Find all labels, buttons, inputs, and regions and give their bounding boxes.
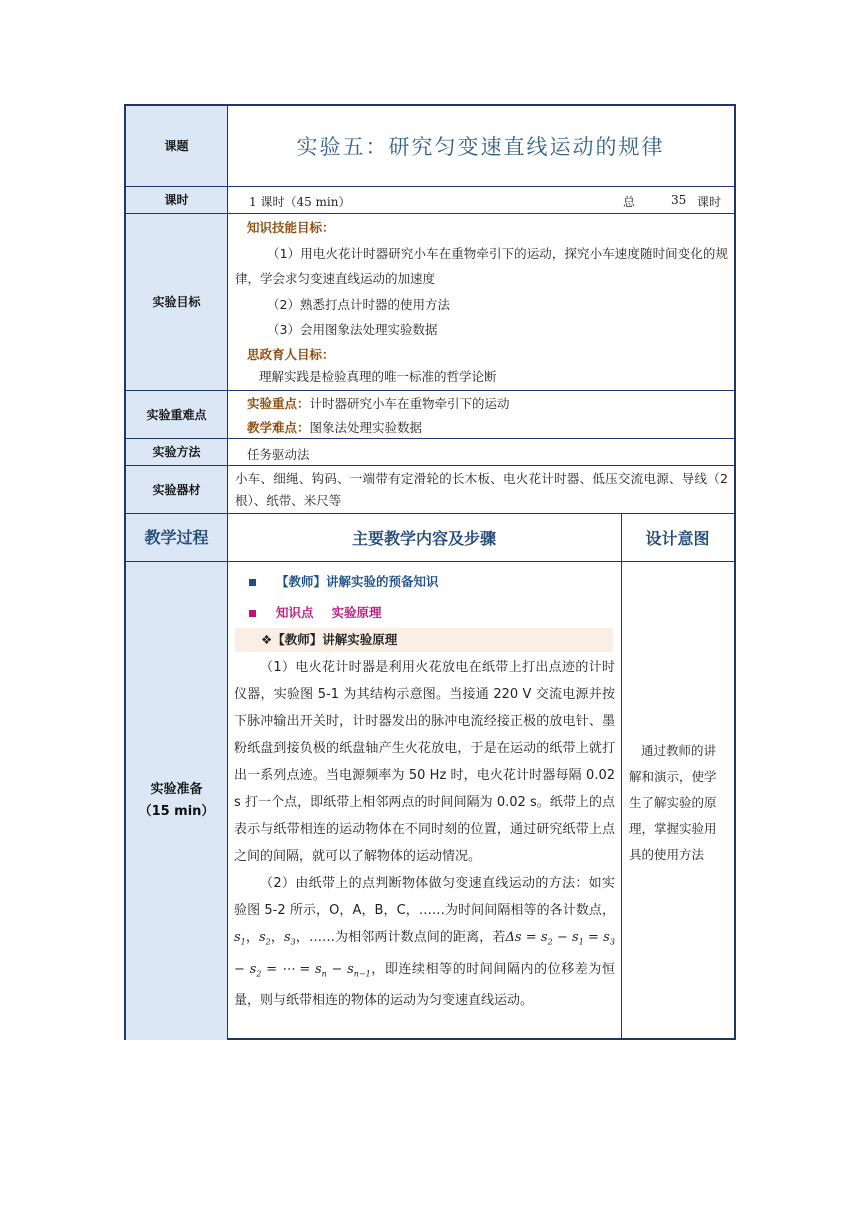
total-label: 总 xyxy=(623,195,636,209)
row-goals xyxy=(126,214,734,391)
square-bullet-icon xyxy=(249,579,256,586)
label-topic: 课题 xyxy=(126,106,228,186)
total-number: 35 xyxy=(671,193,687,207)
knowledge-heading: 知识技能目标： xyxy=(247,220,335,235)
preparation-time: （15 min） xyxy=(138,804,215,819)
ideology-text: 理解实践是检验真理的唯一标准的哲学论断 xyxy=(259,369,497,384)
lesson-plan-table xyxy=(124,104,736,1040)
key-point-label: 实验重点： xyxy=(247,396,310,411)
row-preparation xyxy=(126,562,734,1040)
paragraph-principle-2: （2）由纸带上的点判断物体做匀变速直线运动的方法：如实验图 5-2 所示，O，A，B，C，……为时间间隔相等的各计数点，$s_1$，$s_2$，$s_3$，……为相邻两计数点间的距离，若$\Delta s = s_2 - s_1 = s_3 - s_2$ = ⋯ = $s_n - s_{n-1}$，即连续相等的时间间隔内的位移差为恒量，则与纸带相连的物体的运动为匀变速直线运动。 xyxy=(234,876,615,1009)
square-bullet-icon xyxy=(249,610,256,617)
row-topic xyxy=(126,106,734,187)
label-preparation xyxy=(126,562,228,1040)
label-hours: 课时 xyxy=(126,187,228,213)
header-intent: 设计意图 xyxy=(645,529,710,548)
preparation-label: 实验准备 xyxy=(150,782,203,797)
difficult-point-label: 教学难点： xyxy=(247,420,310,435)
method-value: 任务驱动法 xyxy=(247,447,310,462)
label-equipment: 实验器材 xyxy=(126,466,228,513)
paragraph-principle-1: （1）电火花计时器是利用火花放电在纸带上打出点迹的计时仪器，实验图 5-1 为其结构示意图。当接通 220 V 交流电源并按下脉冲输出开关时，计时器发出的脉冲电流经接正极的放电针、墨粉纸盘到接负极的纸盘轴产生火花放电，于是在运动的纸带上就打出一系列点迹。当电源频率为 50 Hz 时，电火花计时器每隔 0.02 s 打一个点，即纸带上相邻两点的时间间隔为 0.02 s。纸带上的点表示与纸带相连的运动物体在不同时刻的位置，通过研究纸带上点之间的间隔，就可以了解物体的运动情况。 xyxy=(234,660,615,864)
lesson-title: 实验五：研究匀变速直线运动的规律 xyxy=(296,135,665,159)
difficult-point-text: 图象法处理实验数据 xyxy=(309,420,423,435)
row-section-header xyxy=(126,514,734,562)
formula: $\Delta s = s_2 - s_1 = s_3 - s_2$ = ⋯ = $s_n - s_{n-1}$ xyxy=(234,930,615,979)
key-point-text: 计时器研究小车在重物牵引下的运动 xyxy=(309,396,510,411)
shaded-subheading: ❖【教师】讲解实验原理 xyxy=(235,628,613,652)
ideology-heading: 思政育人目标： xyxy=(247,347,335,362)
goal-item-1: （1）用电火花计时器研究小车在重物牵引下的运动，探究小车速度随时间变化的规律，学会求匀变速直线运动的加速度 xyxy=(235,246,728,286)
bullet-knowledge-point: 知识点 实验原理 xyxy=(249,603,382,621)
bullet-teacher-prep: 【教师】讲解实验的预备知识 xyxy=(249,572,439,590)
goal-item-2: （2）熟悉打点计时器的使用方法 xyxy=(267,297,450,312)
goal-item-3: （3）会用图象法处理实验数据 xyxy=(267,322,438,337)
row-hours xyxy=(126,187,734,214)
hours-value: 1 课时（45 min） xyxy=(249,195,351,209)
preparation-content xyxy=(227,562,622,1040)
row-method xyxy=(126,439,734,466)
header-process: 教学过程 xyxy=(126,514,228,561)
row-equipment xyxy=(126,466,734,514)
intent-cell xyxy=(621,562,734,1040)
label-difficulty: 实验重难点 xyxy=(126,391,228,438)
label-goals: 实验目标 xyxy=(126,214,228,390)
equipment-value: 小车、细绳、钩码、一端带有定滑轮的长木板、电火花计时器、低压交流电源、导线（2根）、纸带、米尺等 xyxy=(235,471,728,508)
intent-text: 通过教师的讲解和演示，使学生了解实验的原理，掌握实验用具的使用方法 xyxy=(629,743,717,862)
label-method: 实验方法 xyxy=(126,439,228,465)
row-difficulty xyxy=(126,391,734,439)
header-content: 主要教学内容及步骤 xyxy=(227,514,622,561)
total-unit: 课时 xyxy=(697,195,722,209)
